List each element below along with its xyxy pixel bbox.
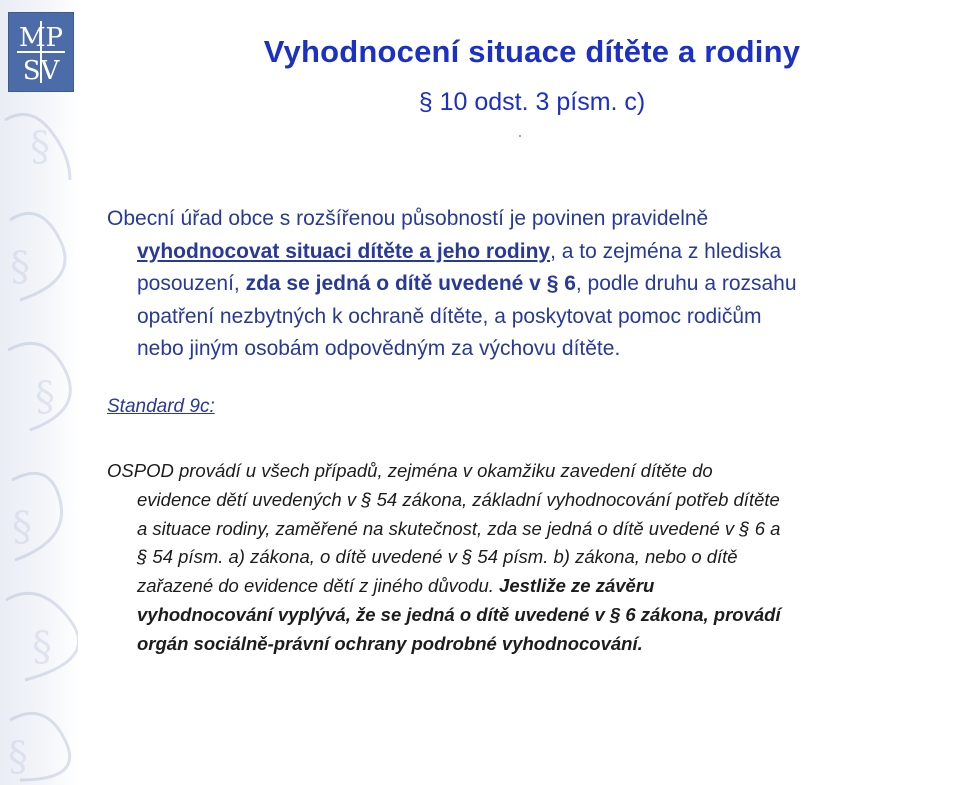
background-pattern-icon (0, 100, 78, 785)
page-title: Vyhodnocení situace dítěte a rodiny (263, 34, 801, 69)
standard-line-2: evidence dětí uvedených v § 54 zákona, základní vyhodnocování potřeb dítěte (137, 488, 780, 510)
main-paragraph (107, 203, 957, 366)
standard-line-4: § 54 písm. a) zákona, o dítě uvedené v § 54 písm. b) zákona, nebo o dítě (137, 546, 738, 568)
standard-line-7: orgán sociálně-právní ochrany podrobné vyhodnocování. (137, 632, 643, 654)
paragraph-line-3 (107, 268, 957, 301)
paragraph-line-2-rest: , a to zejména z hlediska (550, 239, 782, 263)
paragraph-line-2 (107, 236, 957, 269)
standard-line-5 (107, 572, 957, 601)
left-decorative-band (0, 0, 78, 785)
standard-line-1: OSPOD provádí u všech případů, zejména v okamžiku zavedení dítěte do (107, 460, 713, 481)
paragraph-bold-phrase: zda se jedná o dítě uvedené v § 6 (245, 272, 576, 295)
paragraph-line-1: Obecní úřad obce s rozšířenou působností je povinen pravidelně (107, 207, 709, 230)
paragraph-line-3-pre: posouzení, (137, 272, 246, 295)
paragraph-underlined-phrase: vyhodnocovat situaci dítěte a jeho rodiny (137, 239, 551, 263)
page-subtitle: § 10 odst. 3 písm. c) (418, 88, 646, 116)
standard-label: Standard 9c: (107, 396, 215, 417)
svg-text:§: § (10, 244, 30, 290)
standard-text (107, 457, 957, 659)
svg-text:§: § (12, 504, 32, 550)
paragraph-line-3-rest: , podle druhu a rozsahu (575, 272, 797, 295)
svg-text:§: § (35, 374, 55, 420)
standard-line-3: a situace rodiny, zaměřené na skutečnost, zda se jedná o dítě uvedené v § 6 a (137, 517, 781, 539)
standard-line-6: vyhodnocování vyplývá, že se jedná o dítě uvedené v § 6 zákona, provádí (137, 603, 781, 625)
standard-line-5-italic: zařazené do evidence dětí z jiného důvodu. (137, 575, 500, 597)
logo-line2: SV (22, 56, 60, 86)
svg-text:§: § (32, 624, 52, 670)
logo-line1: MP (18, 23, 64, 53)
paragraph-line-5: nebo jiným osobám odpovědným za výchovu dítěte. (137, 337, 621, 360)
svg-text:§: § (30, 124, 50, 170)
svg-text:§: § (8, 734, 28, 780)
standard-line-5-bold: Jestliže ze závěru (499, 575, 655, 597)
paragraph-line-4: opatření nezbytných k ochraně dítěte, a poskytovat pomoc rodičům (137, 304, 762, 328)
decorative-dot (519, 135, 521, 137)
